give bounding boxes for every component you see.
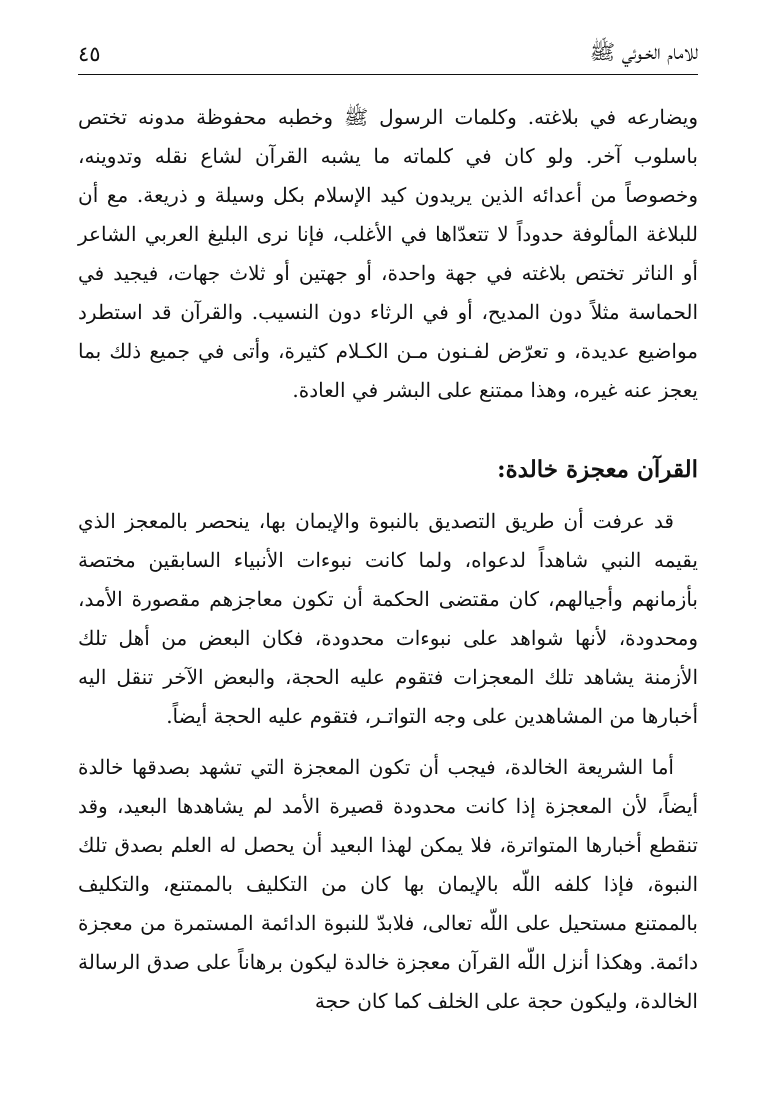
section-heading: القرآن معجزة خالدة: (497, 456, 698, 483)
paragraph-2: قد عرفت أن طريق التصديق بالنبوة والإيمان بها، ينحصر بالمعجز الذي يقيمه النبي شاهداً لدعواه، ولما كانت نبوءات الأنبياء السابقين مختصة بأزمانهم وأجيالهم، كان مقتضى الحكمة أن تكون معاجزهم مقصورة الأمد، ومحدودة، لأنها شواهد على نبوءات محدودة، فكان البعض من أهل تلك الأزمنة يشاهد تلك المعجزات فتقوم عليه الحجة، والبعض الآخر تنقل اليه أخبارها من المشاهدين على وجه التواتـر، فتقوم عليه الحجة أيضاً. (78, 509, 698, 728)
running-header (78, 34, 698, 75)
paragraph-1: ويضارعه في بلاغته. وكلمات الرسول ﷺ وخطبه محفوظة مدونه تختص باسلوب آخر. ولو كان في كلماته ما يشبه القرآن لشاع نقله وتدوينه، وخصوصاً من أعدائه الذين يريدون كيد الإسلام بكل وسيلة و ذريعة. مع أن للبلاغة المألوفة حدوداً لا تتعدّاها في الأغلب، فإنا نرى البليغ العربي الشاعر أو الناثر تختص بلاغته في جهة واحدة، أو جهتين أو ثلاث جهات، فيجيد في الحماسة مثلاً دون المديح، أو في الرثاء دون النسيب. والقرآن قد استطرد مواضيع عديدة، و تعرّض لفـنون مـن الكـلام كثيرة، وأتى في جميع ذلك بما يعجز عنه غيره، وهذا ممتنع على البشر في العادة. (78, 105, 698, 402)
page-number: ٤٥ (78, 42, 101, 66)
paragraph-3: أما الشريعة الخالدة، فيجب أن تكون المعجزة التي تشهد بصدقها خالدة أيضاً، لأن المعجزة إذا كانت محدودة قصيرة الأمد لم يشاهدها البعيد، وقد تنقطع أخبارها المتواترة، فلا يمكن لهذا البعيد أن يحصل له العلم بصدق تلك النبوة، فإذا كلفه اللّه بالإيمان بها كان من التكليف بالممتنع، والتكليف بالممتنع مستحيل على اللّه تعالى، فلابدّ للنبوة الدائمة المستمرة من معجزة دائمة. وهكذا أنزل اللّه القرآن معجزة خالدة ليكون برهاناً على صدق الرسالة الخالدة، وليكون حجة على الخلف كما كان حجة (78, 755, 698, 1013)
running-title: للامام الخـوئي ﷺ (589, 39, 698, 64)
paragraph-gap (78, 736, 698, 748)
body-text (78, 98, 698, 1021)
